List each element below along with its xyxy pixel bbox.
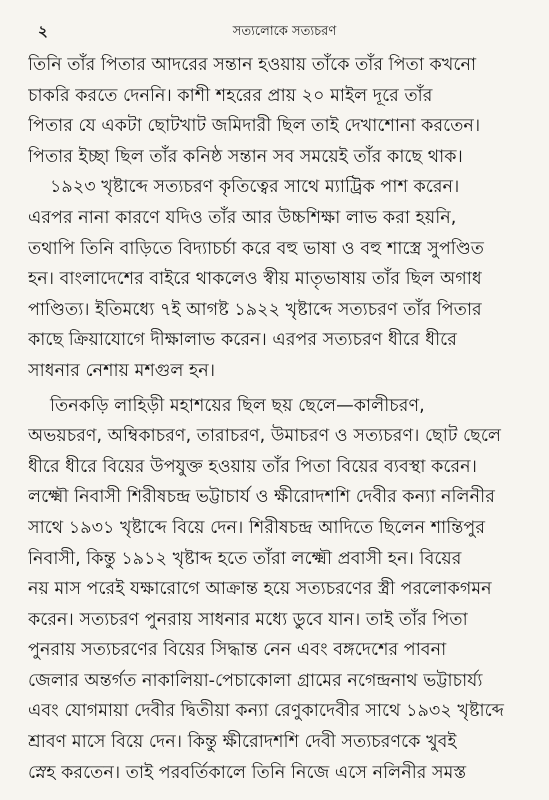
text-line: জেলার অন্তর্গত নাকালিয়া-পেচাকোলা গ্রামের নগেন্দ্রনাথ ভট্টাচার্য্য	[28, 670, 483, 691]
text-line: পাণ্ডিত্য। ইতিমধ্যে ৭ই আগষ্ট ১৯২২ খৃষ্টাব্দে সত্যচরণ তাঁর পিতার	[28, 299, 482, 320]
text-line: করেন। সত্যচরণ পুনরায় সাধনার মধ্যে ডুবে যান। তাই তাঁর পিতা	[28, 609, 468, 630]
text-line: নয় মাস পরেই যক্ষারোগে আক্রান্ত হয়ে সত্যচরণের স্ত্রী পরলোকগমন	[28, 579, 492, 600]
text-line: নিবাসী, কিন্তু ১৯১২ খৃষ্টাব্দ হতে তাঁরা লক্ষ্মৌ প্রবাসী হন। বিয়ের	[28, 548, 462, 569]
text-line: তিনি তাঁর পিতার আদরের সন্তান হওয়ায় তাঁকে তাঁর পিতা কখনো	[28, 55, 477, 75]
running-title: সত্যলোকে সত্যচরণ	[232, 24, 337, 39]
paragraph-2	[28, 391, 541, 789]
text-line: সাথে ১৯৩১ খৃষ্টাব্দে বিয়ে দেন। শিরীষচন্দ্র আদিতে ছিলেন শান্তিপুর	[28, 517, 485, 538]
body-text	[28, 50, 541, 788]
text-line: পিতার যে একটা ছোটখাট জমিদারী ছিল তাই দেখাশোনা করতেন।	[28, 116, 481, 137]
text-line: এবং যোগমায়া দেবীর দ্বিতীয়া কন্যা রেণুকাদেবীর সাথে ১৯৩২ খৃষ্টাব্দে	[28, 701, 505, 722]
text-line: হন। বাংলাদেশের বাইরে থাকলেও স্বীয় মাতৃভাষায় তাঁর ছিল অগাধ	[28, 269, 482, 290]
text-line: তিনকড়ি লাহিড়ী মহাশয়ের ছিল ছয় ছেলে—কালীচরণ,	[50, 395, 425, 416]
page-number: ২	[38, 22, 48, 40]
text-line: কাছে ক্রিয়াযোগে দীক্ষালাভ করেন। এরপর সত্যচরণ ধীরে ধীরে	[28, 330, 457, 351]
paragraph-1	[28, 50, 541, 387]
text-line: স্নেহ করতেন। তাই পরবর্তিকালে তিনি নিজে এসে নলিনীর সমস্ত	[28, 762, 467, 783]
text-line: লক্ষ্মৌ নিবাসী শিরীষচন্দ্র ভট্টাচার্য ও ক্ষীরোদশশি দেবীর কন্যা নলিনীর	[28, 487, 495, 508]
text-line: পুনরায় সত্যচরণের বিয়ের সিদ্ধান্ত নেন এবং বঙ্গদেশের পাবনা	[28, 640, 447, 661]
text-line: তথাপি তিনি বাড়িতে বিদ্যাচর্চা করে বহু ভাষা ও বহু শাস্ত্রে সুপণ্ডিত	[28, 238, 484, 259]
text-line: চাকরি করতে দেননি। কাশী শহরের প্রায় ২০ মাইল দূরে তাঁর	[28, 85, 433, 106]
page-header	[28, 0, 541, 50]
text-line: ১৯২৩ খৃষ্টাব্দে সত্যচরণ কৃতিত্বের সাথে ম্যাট্রিক পাশ করেন।	[50, 177, 460, 198]
text-line: ধীরে ধীরে বিয়ের উপযুক্ত হওয়ায় তাঁর পিতা বিয়ের ব্যবস্থা করেন।	[28, 456, 477, 477]
text-line: পিতার ইচ্ছা ছিল তাঁর কনিষ্ঠ সন্তান সব সময়েই তাঁর কাছে থাক।	[28, 146, 463, 167]
text-line: অভয়চরণ, অম্বিকাচরণ, তারাচরণ, উমাচরণ ও সত্যচরণ। ছোট ছেলে	[28, 426, 502, 447]
text-line: সাধনার নেশায় মশগুল হন।	[28, 360, 216, 381]
text-line: শ্রাবণ মাসে বিয়ে দেন। কিন্তু ক্ষীরোদশশি দেবী সত্যচরণকে খুবই	[28, 732, 457, 753]
text-line: এরপর নানা কারণে যদিও তাঁর আর উচ্চশিক্ষা লাভ করা হয়নি,	[28, 207, 457, 228]
